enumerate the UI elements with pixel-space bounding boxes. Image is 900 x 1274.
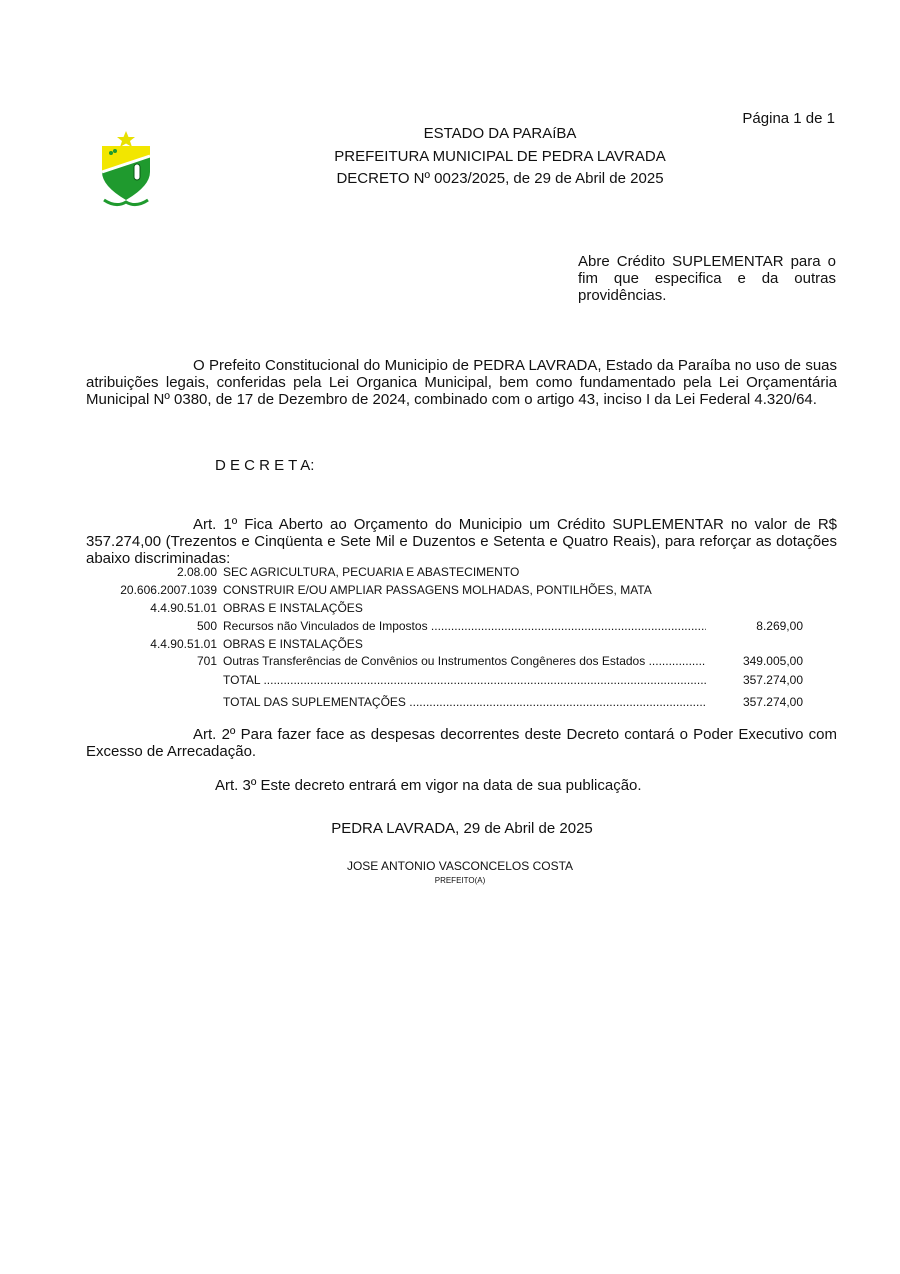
preamble-paragraph: O Prefeito Constitucional do Municipio de PEDRA LAVRADA, Estado da Paraíba no uso de suas atribuições legais, conferidas pela Lei Organica Municipal, bem como fundamentado pela Lei Orçamentária Municipal Nº 0380, de 17 de Dezembro de 2024, combinado com o artigo 43, inciso I da Lei Federal 4.320/64.	[86, 357, 837, 408]
article-3: Art. 3º Este decreto entrará em vigor na data de sua publicação.	[215, 777, 642, 794]
table-row: 20.606.2007.1039 CONSTRUIR E/OU AMPLIAR PASSAGENS MOLHADAS, PONTILHÕES, MATA	[120, 583, 652, 597]
signatory-title: PREFEITO(A)	[434, 876, 486, 885]
article-2: Art. 2º Para fazer face as despesas decorrentes deste Decreto contará o Poder Executivo com Excesso de Arrecadação.	[86, 726, 837, 760]
table-row: 4.4.90.51.01 OBRAS E INSTALAÇÕES	[150, 601, 363, 615]
table-row: 500 Recursos não Vinculados de Impostos ..... 8.269,00	[86, 618, 806, 634]
municipal-coat-of-arms	[98, 128, 154, 208]
document-header	[300, 123, 700, 191]
table-row-grand-total: TOTAL DAS SUPLEMENTAÇÕES ..... 357.274,00	[86, 694, 806, 710]
table-row: 2.08.00 SEC AGRICULTURA, PECUARIA E ABASTECIMENTO	[176, 565, 520, 579]
place-and-date: PEDRA LAVRADA, 29 de Abril de 2025	[331, 820, 593, 837]
decreta-heading: D E C R E T A:	[215, 457, 315, 474]
decree-title: DECRETO Nº 0023/2025, de 29 de Abril de 2025	[336, 170, 664, 187]
municipality-name: PREFEITURA MUNICIPAL DE PEDRA LAVRADA	[334, 147, 666, 165]
decree-abstract: Abre Crédito SUPLEMENTAR para o fim que especifica e da outras providências.	[578, 253, 836, 304]
star-icon	[117, 131, 135, 147]
page-indicator: Página 1 de 1	[742, 110, 835, 127]
signatory-name: JOSE ANTONIO VASCONCELOS COSTA	[346, 859, 574, 873]
table-row-total: TOTAL ..... 357.274,00	[86, 672, 806, 688]
article-1: Art. 1º Fica Aberto ao Orçamento do Municipio um Crédito SUPLEMENTAR no valor de R$ 357.274,00 (Trezentos e Cinqüenta e Sete Mil e Duzentos e Setenta e Quatro Reais), para reforçar as dotações abaixo discriminadas:	[86, 516, 837, 567]
table-row: 4.4.90.51.01 OBRAS E INSTALAÇÕES	[150, 637, 363, 651]
table-row: 701 Outras Transferências de Convênios ou Instrumentos Congêneres dos Estados ..... 349.005,00	[86, 653, 806, 669]
state-name: ESTADO DA PARAíBA	[423, 125, 577, 142]
